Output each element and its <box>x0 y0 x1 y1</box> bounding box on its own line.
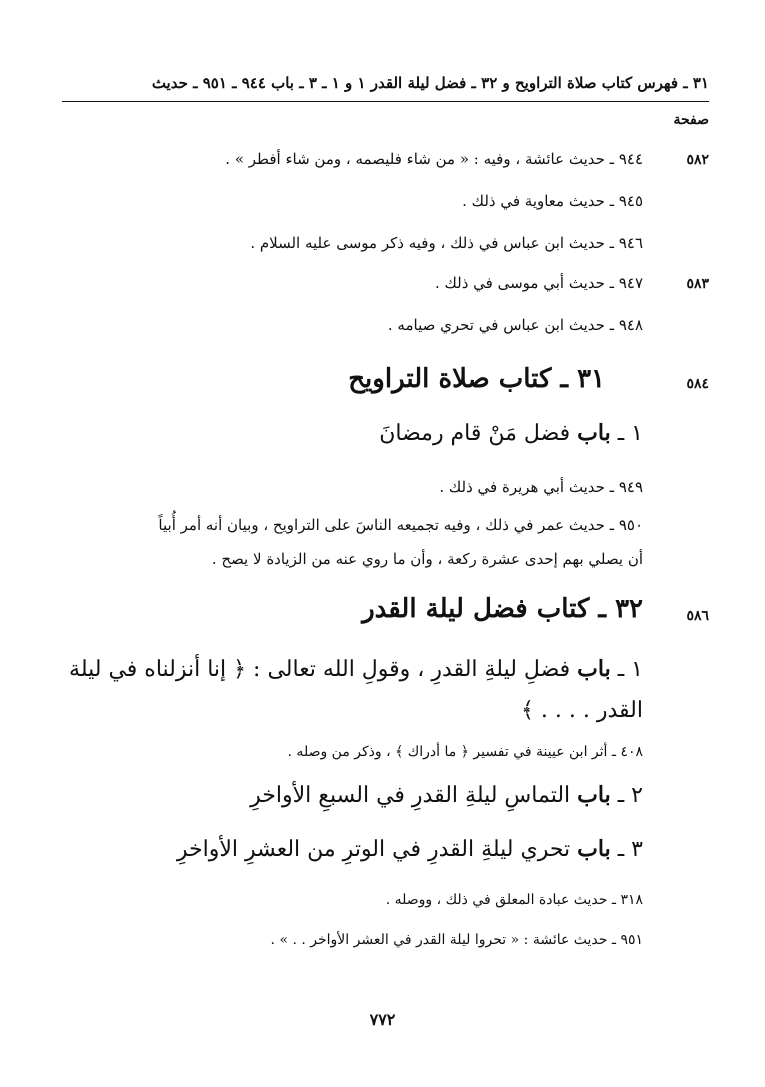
chapter-heading-continuation: القدر . . . . ﴾ <box>521 698 643 723</box>
chapter-word: باب <box>577 836 611 862</box>
chapter-heading <box>69 656 643 682</box>
chapter-word: باب <box>577 656 611 682</box>
chapter-word: باب <box>577 420 611 446</box>
page-number-ref: ٥٨٦ <box>686 608 709 624</box>
index-entry: ٣١٨ ـ حديث عبادة المعلق في ذلك ، ووصله . <box>385 892 643 908</box>
header-divider <box>62 101 709 102</box>
chapter-title: فضل مَنْ قام رمضانَ <box>379 421 571 446</box>
chapter-heading <box>177 836 643 862</box>
index-entry: ٩٤٦ ـ حديث ابن عباس في ذلك ، وفيه ذكر موسى عليه السلام . <box>250 234 643 252</box>
chapter-word: باب <box>577 782 611 808</box>
page-number-ref: ٥٨٢ <box>686 152 709 168</box>
chapter-number: ١ ـ <box>617 421 643 446</box>
chapter-heading <box>379 420 643 446</box>
index-entry: ٩٤٩ ـ حديث أبي هريرة في ذلك . <box>439 478 643 496</box>
chapter-number: ٢ ـ <box>617 783 643 808</box>
running-header: ٣١ ـ فهرس كتاب صلاة التراويح و ٣٢ ـ فضل ليلة القدر ١ و ١ ـ ٣ ـ باب ٩٤٤ ـ ٩٥١ ـ حديث <box>151 74 709 92</box>
index-entry: ٩٥١ ـ حديث عائشة : « تحروا ليلة القدر في العشر الأواخر . . » . <box>270 932 643 948</box>
index-entry: ٩٤٨ ـ حديث ابن عباس في تحري صيامه . <box>387 316 643 334</box>
chapter-heading <box>250 782 643 808</box>
index-entry: ٩٥٠ ـ حديث عمر في ذلك ، وفيه تجميعه الناسَ على التراويح ، وبيان أنه أمر أُبياً <box>158 516 643 534</box>
page-number: ٧٧٢ <box>369 1010 396 1029</box>
chapter-number: ٣ ـ <box>617 837 643 862</box>
index-entry-continuation: أن يصلي بهم إحدى عشرة ركعة ، وأن ما روي عنه من الزيادة لا يصح . <box>211 550 643 568</box>
page-number-ref: ٥٨٤ <box>686 376 709 392</box>
chapter-title: تحري ليلةِ القدرِ في الوترِ من العشرِ الأواخرِ <box>176 837 571 862</box>
index-entry: ٩٤٧ ـ حديث أبي موسى في ذلك . <box>434 274 643 292</box>
chapter-number: ١ ـ <box>617 657 643 682</box>
page-column-label: صفحة <box>673 112 709 128</box>
index-entry: ٩٤٥ ـ حديث معاوية في ذلك . <box>462 192 643 210</box>
book-title: ٣١ ـ كتاب صلاة التراويح <box>348 364 605 394</box>
page-number-ref: ٥٨٣ <box>686 276 709 292</box>
book-title: ٣٢ ـ كتاب فضل ليلة القدر <box>362 594 643 624</box>
chapter-title: التماسِ ليلةِ القدرِ في السبعِ الأواخرِ <box>250 783 571 808</box>
athar-entry: ٤٠٨ ـ أثر ابن عيينة في تفسير ﴿ ما أدراك ﴾ ، وذكر من وصله . <box>287 744 643 760</box>
index-entry: ٩٤٤ ـ حديث عائشة ، وفيه : « من شاء فليصمه ، ومن شاء أفطر » . <box>225 150 643 168</box>
chapter-title: فضلِ ليلةِ القدرِ ، وقولِ الله تعالى : ﴿ إنا أنزلناه في ليلة <box>69 657 571 682</box>
